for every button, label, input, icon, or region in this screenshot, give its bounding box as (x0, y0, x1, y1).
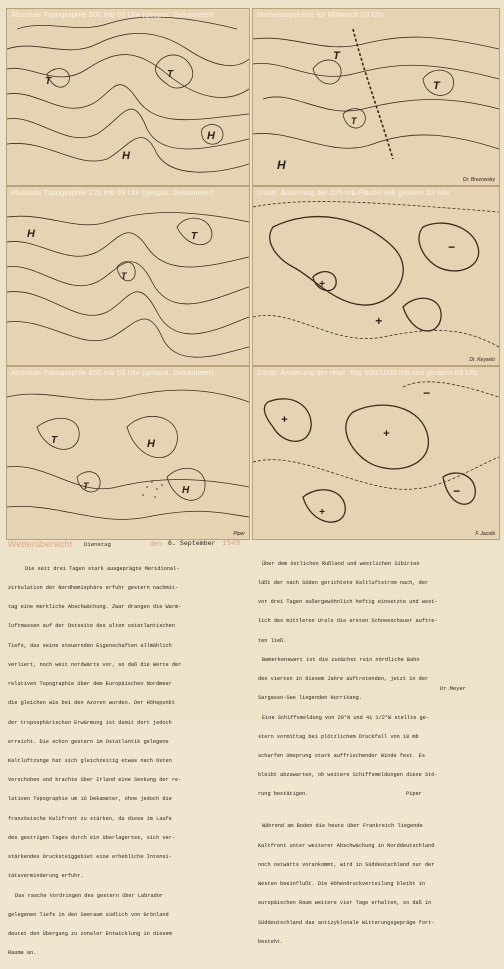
rise-label: + (319, 507, 325, 518)
change-contours (253, 367, 499, 539)
text-line: Bemerkenswert ist die zunächst rein nördliche Bahn (262, 656, 420, 663)
high-label: H (27, 228, 35, 240)
text-line: Während am Boden die heute über Frankreich liegende (262, 823, 423, 830)
text-line: luftmassen auf der Ostseite des alten ostatlantischen (8, 623, 175, 630)
high-label: H (147, 438, 155, 450)
map-signature: Dr. Brezowsky (462, 177, 495, 183)
low-label: T (191, 231, 198, 242)
low-label: T (333, 50, 340, 62)
text-line: zirkulation der Nordhemisphäre erfuhr gestern nachmit- (8, 585, 179, 592)
text-line: tag eine merkliche Abschwächung. Zwar drangen die Warm- (8, 604, 182, 611)
text-line: vor drei Tagen außergewöhnlich heftig einsetzte und west- (258, 599, 438, 606)
map-forecast (252, 8, 500, 186)
high-label: H (277, 158, 286, 172)
report-day: Dienstag (84, 541, 111, 548)
map-225mb-change (252, 186, 500, 366)
text-line: relativen Topographie über dem Europäischen Nordmeer (8, 681, 172, 688)
low-label: T (45, 76, 52, 87)
text-line: des gestrigen Tages durch ein überlagertes, sich ver- (8, 834, 175, 841)
text-line: Raume an. (8, 950, 37, 957)
high-label: H (122, 150, 130, 162)
text-line: lich des mittleren Urals die ersten Schneeschauer auftre- (258, 618, 438, 625)
text-line: läßt der nach Süden gerichtete Kaltluftstrom nach, der (258, 580, 429, 587)
text-line: scharfen Umsprung stark auffrischender Winde fest. Es (258, 753, 425, 759)
text-line: stern vormittag bei plötzlichem Druckfall von 10 mb (258, 733, 419, 740)
text-line: Süddeutschland das antizyklonale Witterungsgepräge fort- (258, 919, 435, 926)
map-500mb-topography (6, 8, 250, 186)
text-line: Die seit drei Tagen stark ausgeprägte Meridional- (25, 565, 180, 572)
isohypse-contours (7, 9, 249, 185)
map-relative-topography-change (252, 366, 500, 540)
map-title: Vorhersagekarte für Mittwoch 03 Uhr (257, 10, 385, 19)
text-line: der troposphärischen Erwärmung ist damit dort jedoch (8, 719, 172, 726)
text-line: europäischen Raum weitere vier Tage erhalten, so daß in (258, 900, 432, 907)
text-line: Das rasche Vordringen des gestern über Labrador (15, 892, 164, 899)
text-line: Eine Schiffsmeldung von 29°N und 41 1/2°W stellte ge- (262, 714, 429, 721)
low-label: T (351, 116, 357, 126)
report-den: den (150, 541, 162, 548)
text-line: noch ostwärts vorankommt, wird in Süddeutschland nur der (258, 861, 435, 868)
high-label: H (207, 130, 215, 142)
text-line: Sargasso-See liegenden Hurrikang. (258, 695, 362, 702)
map-title: Absolute Topographie 850 mb 03 Uhr (geopot. Dekameter) (11, 368, 214, 377)
report-right-column (258, 548, 498, 958)
map-signature: F. Jacobi (475, 531, 495, 537)
isohypse-contours (7, 367, 249, 539)
low-label: T (83, 481, 89, 491)
report-date: 6. September (168, 540, 216, 547)
map-title: Absolute Topographie 225 mb 03 Uhr (geopot. Dekameter) (11, 188, 214, 197)
text-line: Westen beeinflußt. Die Höhendruckverteilung bleibt in (258, 881, 425, 888)
text-line: Tiefs, das seine steuernden Eigenschaften allmählich (8, 642, 172, 649)
low-label: T (167, 69, 174, 80)
low-label: T (121, 271, 127, 281)
text-line: gelegenen Tiefs in den Seeraum südlich von Grönland (8, 911, 169, 918)
map-signature: Dr. Keyselo (469, 357, 495, 363)
text-line: deutet den Übergang zu zonaler Entwicklung in diesem (8, 930, 172, 937)
rise-label: + (375, 314, 383, 328)
text-line: Kaltluftzunge hat sich gleichzeitig etwas nach Osten (8, 758, 172, 764)
fall-label: − (423, 386, 431, 400)
map-850mb-topography (6, 366, 250, 540)
high-label: H (182, 485, 190, 496)
isobar-contours (253, 9, 499, 185)
report-header (8, 539, 270, 551)
map-title: 24std. Änderung der relat. Top 500/1000 mb seit gestern 03 Uhr (257, 368, 478, 377)
rise-label: + (383, 428, 390, 440)
report-heading: Wetterübersicht (8, 539, 73, 549)
map-225mb-topography (6, 186, 250, 366)
text-line: bleibt abzuwarten, ob weitere Schiffsmeldungen diese Stö- (258, 772, 438, 779)
map-title: Absolute Topographie 500 mb 03 Uhr (geopot. Dekameter) (11, 10, 214, 19)
rise-label: + (281, 414, 288, 426)
map-signature: Piper (233, 531, 245, 537)
fall-label: − (448, 240, 456, 254)
text-line: französische Kaltfront zu stärken, da diese im Laufe (8, 815, 172, 822)
low-label: T (51, 435, 58, 446)
text-line: verliert, noch weit nordwärts vor, so daß die Werte der (8, 661, 182, 668)
map-title: 24std. Änderung der 225 mb Fläche seit gestern 03 Uhr (257, 188, 450, 197)
text-line: die gleichen wie bei den Azoren wurden. Der Höhepunkt (8, 700, 175, 707)
report-signature: Dr.Meyer (440, 686, 466, 692)
text-line: des vierten in diesem Jahre auftretenden, jetzt in der (258, 676, 429, 683)
text-line: verschoben und brachte über Irland eine Senkung der re- (8, 777, 182, 784)
report-year: 1949 (222, 540, 241, 548)
text-line: rung bestätigen. Piper (258, 791, 422, 798)
low-label: T (433, 80, 440, 92)
report-left-column (8, 553, 248, 969)
rise-label: + (319, 279, 325, 290)
text-line: erreicht. Die schon gestern im Ostatlantik gelegene (8, 738, 169, 745)
text-line: besteht. (258, 938, 284, 945)
change-contours (253, 187, 499, 365)
isohypse-contours (7, 187, 249, 365)
fall-label: − (453, 484, 461, 498)
text-line: ten ließ. (258, 637, 287, 644)
text-line: Über dem östlichen Rußland und westlichen Sibirien (262, 560, 420, 567)
text-line: tätsverminderung erfuhr. (8, 873, 84, 880)
text-line: Kaltfront unter weiterer Abschwächung in Norddeutschland (258, 842, 435, 849)
text-line: lativen Topographie um 16 Dekameter, ohne jedoch die (8, 796, 172, 803)
text-line: stärkendes Drucksteiggebiet eine erhebliche Intensi- (8, 854, 172, 861)
